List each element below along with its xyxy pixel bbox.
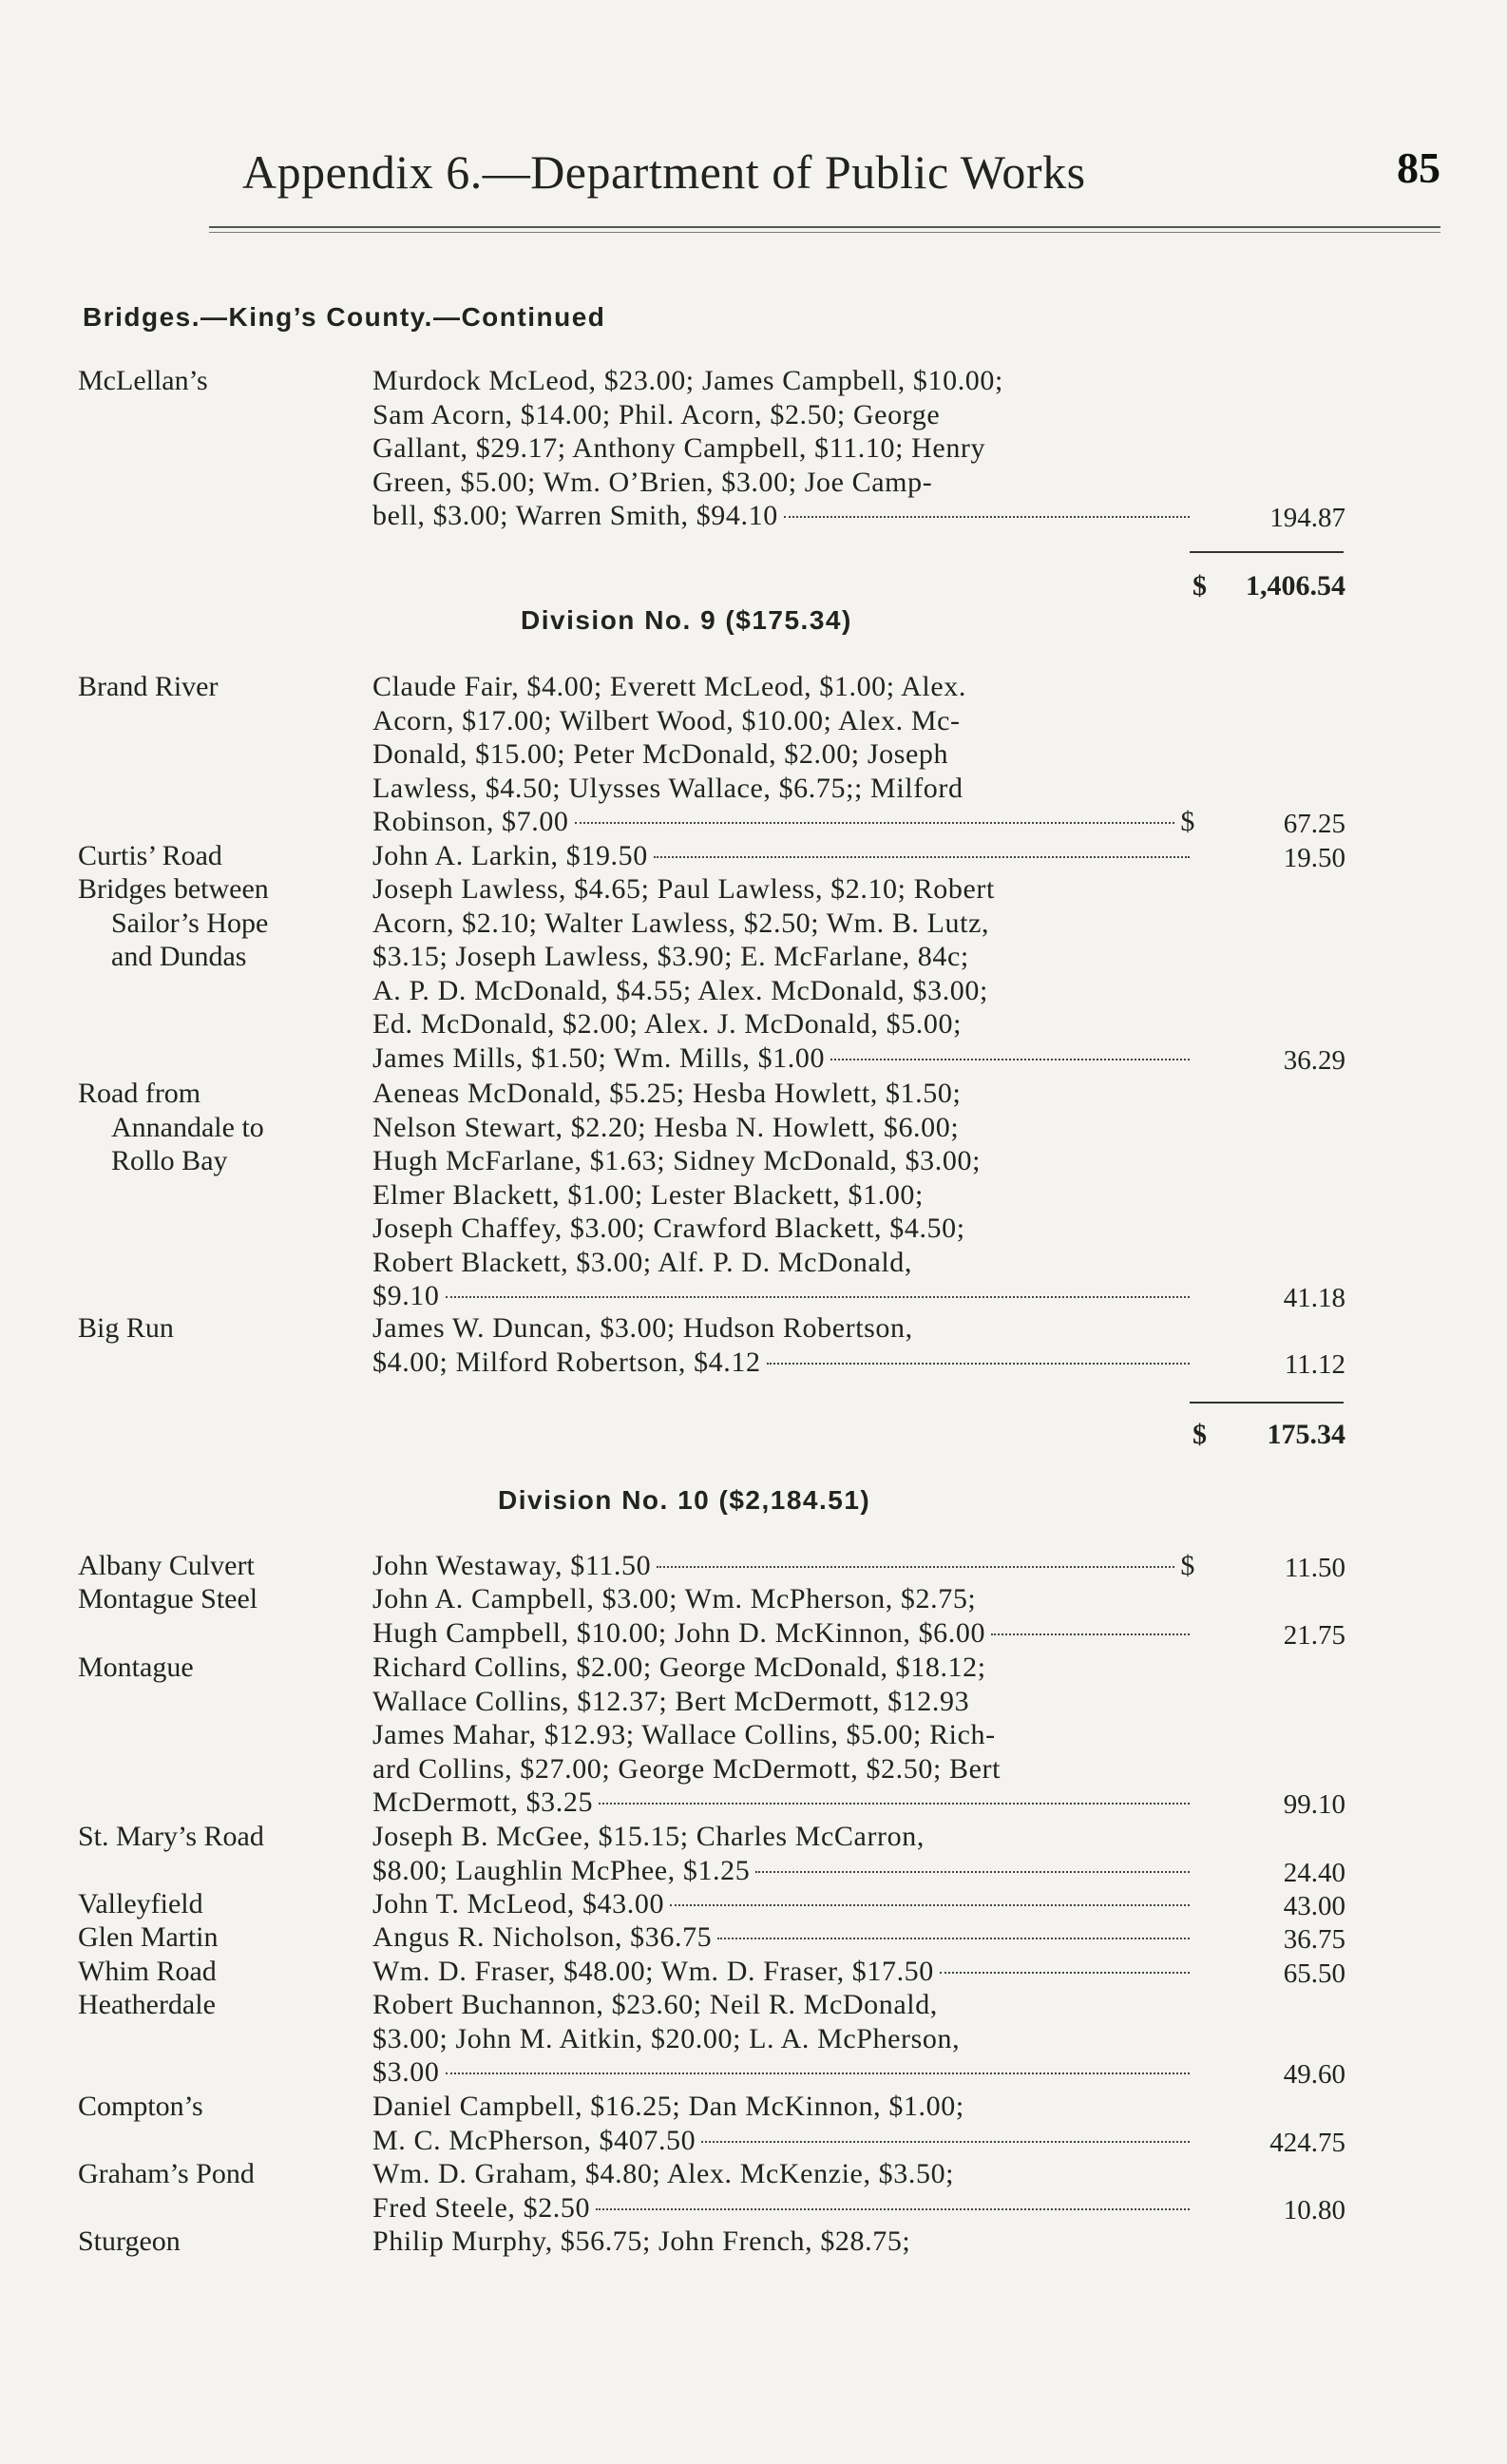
description-text: Murdock McLeod, $23.00; James Campbell, $10.00; <box>372 365 1003 396</box>
description-line <box>372 1920 1195 1955</box>
description-text: Wallace Collins, $12.37; Bert McDermott, $12.93 <box>372 1685 970 1717</box>
description-text: James Mahar, $12.93; Wallace Collins, $5.00; Rich- <box>372 1719 996 1750</box>
place-line: Heatherdale <box>78 1989 216 2020</box>
entry-amount: 194.87 <box>1269 503 1345 533</box>
description-text: John T. McLeod, $43.00 <box>372 1888 665 1920</box>
description-line <box>372 907 1195 941</box>
description-text: Acorn, $17.00; Wilbert Wood, $10.00; Alex. Mc- <box>372 704 961 736</box>
description-line <box>372 1144 1195 1178</box>
description-text: Joseph Lawless, $4.65; Paul Lawless, $2.10; Robert <box>372 873 995 905</box>
description-line <box>372 2090 1195 2124</box>
description-text: Ed. McDonald, $2.00; Alex. J. McDonald, $5.00; <box>372 1008 963 1040</box>
division-heading: Division No. 10 ($2,184.51) <box>498 1485 871 1515</box>
description-line <box>372 1111 1195 1145</box>
entry-description <box>372 1988 1195 2090</box>
leader-dots <box>755 1871 1190 1873</box>
entry-place <box>78 2090 363 2124</box>
entry-amount: 43.00 <box>1283 1891 1345 1921</box>
place-line: Montague <box>78 1652 194 1683</box>
entry-amount: 24.40 <box>1283 1857 1345 1888</box>
leader-dots <box>940 1972 1190 1974</box>
description-line <box>372 839 1195 873</box>
entry-description <box>372 1955 1195 1989</box>
description-line <box>372 1988 1195 2022</box>
leader-dots <box>654 856 1190 858</box>
entry-place <box>78 2157 363 2191</box>
entry-amount: 49.60 <box>1283 2059 1345 2090</box>
description-text: $3.00 <box>372 2056 440 2088</box>
description-text: Sam Acorn, $14.00; Phil. Acorn, $2.50; George <box>372 398 941 430</box>
leader-dots <box>767 1363 1190 1365</box>
description-line <box>372 1077 1195 1111</box>
description-line <box>372 364 1195 398</box>
description-text: John Westaway, $11.50 <box>372 1550 652 1581</box>
leader-dots <box>596 2208 1190 2210</box>
entry-place <box>78 1549 363 1583</box>
description-line <box>372 1718 1195 1752</box>
entry-description <box>372 1311 1195 1379</box>
description-text: Robert Blackett, $3.00; Alf. P. D. McDonald, <box>372 1246 913 1278</box>
description-text: Green, $5.00; Wm. O’Brien, $3.00; Joe Camp- <box>372 466 933 498</box>
description-text: John A. Larkin, $19.50 <box>372 840 648 871</box>
entry-amount: 36.75 <box>1283 1924 1345 1955</box>
leader-dots <box>830 1059 1190 1060</box>
description-line <box>372 704 1195 738</box>
entry-description <box>372 1887 1195 1921</box>
entry-description <box>372 2157 1195 2225</box>
description-line <box>372 1041 1195 1076</box>
description-text: A. P. D. McDonald, $4.55; Alex. McDonald, $3.00; <box>372 974 988 1006</box>
description-line <box>372 670 1195 704</box>
description-text: Daniel Campbell, $16.25; Dan McKinnon, $1.00; <box>372 2091 964 2122</box>
description-text: James Mills, $1.50; Wm. Mills, $1.00 <box>372 1041 826 1074</box>
entry-description <box>372 2225 1195 2259</box>
leader-dots <box>717 1938 1190 1939</box>
description-text: Elmer Blackett, $1.00; Lester Blackett, $1.00; <box>372 1178 924 1211</box>
description-line <box>372 1786 1195 1820</box>
entry-place <box>78 1311 363 1346</box>
description-line <box>372 1279 1195 1313</box>
description-line <box>372 2055 1195 2090</box>
entry-amount: 65.50 <box>1283 1958 1345 1989</box>
place-line: McLellan’s <box>78 365 208 396</box>
description-text: $3.00; John M. Aitkin, $20.00; L. A. McPherson, <box>372 2022 961 2054</box>
page-number: 85 <box>1397 143 1440 192</box>
place-line: Road from <box>78 1078 201 1109</box>
description-line <box>372 1212 1195 1246</box>
entry-description <box>372 872 1195 1075</box>
place-line: Compton’s <box>78 2091 203 2122</box>
description-line <box>372 1007 1195 1041</box>
entry-amount: 19.50 <box>1283 843 1345 873</box>
place-line: and Dundas <box>111 941 247 972</box>
description-line <box>372 940 1195 974</box>
entry-description <box>372 1920 1195 1955</box>
description-line <box>372 431 1195 466</box>
description-line <box>372 398 1195 432</box>
description-line <box>372 1246 1195 1280</box>
entry-place <box>78 670 363 704</box>
leader-dots <box>446 1296 1191 1298</box>
description-text: Joseph B. McGee, $15.15; Charles McCarron, <box>372 1821 925 1852</box>
description-line <box>372 1820 1195 1854</box>
leader-dots <box>670 1904 1190 1906</box>
leader-dots <box>991 1633 1190 1635</box>
description-text: Wm. D. Fraser, $48.00; Wm. D. Fraser, $17.50 <box>372 1956 934 1987</box>
place-line: Glen Martin <box>78 1921 219 1953</box>
description-line <box>372 1685 1195 1719</box>
entry-amount: 99.10 <box>1283 1789 1345 1820</box>
description-line <box>372 1651 1195 1685</box>
header-rule <box>209 226 1440 233</box>
description-line <box>372 466 1195 500</box>
description-line <box>372 1549 1195 1583</box>
entry-amount: 21.75 <box>1283 1619 1345 1651</box>
place-line: Sailor’s Hope <box>111 907 269 939</box>
entry-place <box>78 1077 363 1178</box>
description-line <box>372 1178 1195 1213</box>
description-text: McDermott, $3.25 <box>372 1786 594 1818</box>
page-header-row <box>143 133 1440 209</box>
dollar-sign: $ <box>1192 570 1207 602</box>
page-title: Appendix 6.—Department of Public Works <box>242 145 1086 199</box>
sum-rule <box>1190 551 1344 553</box>
description-text: Lawless, $4.50; Ulysses Wallace, $6.75;; Milford <box>372 772 963 804</box>
entry-place <box>78 364 363 398</box>
entry-description <box>372 2090 1195 2157</box>
entry-place <box>78 1651 363 1685</box>
description-line <box>372 2157 1195 2191</box>
dollar-sign: $ <box>1180 806 1195 837</box>
description-line <box>372 1887 1195 1921</box>
place-line: Montague Steel <box>78 1583 258 1614</box>
leader-dots <box>657 1566 1174 1568</box>
entry-description <box>372 1820 1195 1887</box>
place-line: Graham’s Pond <box>78 2158 255 2189</box>
entry-place <box>78 1955 363 1989</box>
entry-place <box>78 1887 363 1921</box>
description-text: $4.00; Milford Robertson, $4.12 <box>372 1346 761 1378</box>
entry-amount: 10.80 <box>1283 2194 1345 2225</box>
total-value: 1,406.54 <box>1246 570 1345 602</box>
description-text: M. C. McPherson, $407.50 <box>372 2124 696 2156</box>
entry-amount: 11.12 <box>1284 1348 1345 1380</box>
description-line <box>372 2191 1195 2225</box>
description-text: bell, $3.00; Warren Smith, $94.10 <box>372 500 778 531</box>
place-line: Curtis’ Road <box>78 840 222 871</box>
leader-dots <box>599 1803 1190 1805</box>
place-line: Valleyfield <box>78 1888 203 1920</box>
description-text: Richard Collins, $2.00; George McDonald, $18.12; <box>372 1652 986 1683</box>
description-line <box>372 1616 1195 1651</box>
description-text: Aeneas McDonald, $5.25; Hesba Howlett, $1.50; <box>372 1078 962 1109</box>
description-text: Fred Steele, $2.50 <box>372 2191 591 2224</box>
description-line <box>372 772 1195 806</box>
description-text: Wm. D. Graham, $4.80; Alex. McKenzie, $3.50; <box>372 2158 955 2189</box>
description-line <box>372 737 1195 772</box>
place-line: Bridges between <box>78 873 269 905</box>
place-line: Rollo Bay <box>111 1145 228 1176</box>
description-text: James W. Duncan, $3.00; Hudson Robertson, <box>372 1312 913 1344</box>
description-text: Hugh Campbell, $10.00; John D. McKinnon, $6.00 <box>372 1616 986 1649</box>
entry-description <box>372 839 1195 873</box>
entry-place <box>78 872 363 974</box>
description-line <box>372 974 1195 1008</box>
dollar-sign: $ <box>1192 1419 1207 1450</box>
description-line <box>372 1752 1195 1786</box>
description-text: Robert Buchannon, $23.60; Neil R. McDonald, <box>372 1989 938 2020</box>
entry-place <box>78 2225 363 2259</box>
description-text: Acorn, $2.10; Walter Lawless, $2.50; Wm. B. Lutz, <box>372 907 990 939</box>
place-line: Sturgeon <box>78 2225 181 2257</box>
entry-place <box>78 1820 363 1854</box>
place-line: Brand River <box>78 671 219 702</box>
description-text: $9.10 <box>372 1280 440 1311</box>
entry-description <box>372 1582 1195 1650</box>
description-text: John A. Campbell, $3.00; Wm. McPherson, $2.75; <box>372 1583 977 1614</box>
place-line: St. Mary’s Road <box>78 1821 264 1852</box>
entry-place <box>78 839 363 873</box>
place-line: Albany Culvert <box>78 1550 255 1581</box>
place-line: Whim Road <box>78 1956 217 1987</box>
description-text: Donald, $15.00; Peter McDonald, $2.00; Joseph <box>372 738 949 770</box>
section-heading: Bridges.—King’s County.—Continued <box>83 302 606 332</box>
division-heading: Division No. 9 ($175.34) <box>521 605 852 635</box>
description-text: Robinson, $7.00 <box>372 806 569 837</box>
entry-description <box>372 1549 1195 1583</box>
leader-dots <box>575 822 1175 824</box>
description-line <box>372 2124 1195 2158</box>
entry-amount: 41.18 <box>1283 1283 1345 1313</box>
description-text: Hugh McFarlane, $1.63; Sidney McDonald, $3.00; <box>372 1145 982 1176</box>
description-line <box>372 1955 1195 1989</box>
dollar-sign: $ <box>1180 1550 1195 1581</box>
description-text: Gallant, $29.17; Anthony Campbell, $11.10; Henry <box>372 432 986 464</box>
total-value: 175.34 <box>1267 1419 1345 1450</box>
description-text: Nelson Stewart, $2.20; Hesba N. Howlett, $6.00; <box>372 1111 960 1143</box>
description-line <box>372 872 1195 907</box>
entry-description <box>372 364 1195 533</box>
description-line <box>372 1854 1195 1888</box>
sum-rule <box>1190 1402 1344 1404</box>
entry-place <box>78 1582 363 1616</box>
entry-description <box>372 1077 1195 1313</box>
description-text: ard Collins, $27.00; George McDermott, $2.50; Bert <box>372 1752 1001 1785</box>
entry-place <box>78 1988 363 2022</box>
entry-amount: 36.29 <box>1283 1044 1345 1076</box>
leader-dots <box>784 516 1190 518</box>
description-text: Angus R. Nicholson, $36.75 <box>372 1921 713 1953</box>
description-text: Joseph Chaffey, $3.00; Crawford Blackett, $4.50; <box>372 1213 965 1244</box>
description-line <box>372 2022 1195 2056</box>
description-line <box>372 1346 1195 1380</box>
entry-amount: 67.25 <box>1283 809 1345 839</box>
description-line <box>372 805 1195 839</box>
place-line: Big Run <box>78 1312 174 1344</box>
description-text: $3.15; Joseph Lawless, $3.90; E. McFarlane, 84c; <box>372 941 969 972</box>
description-text: Philip Murphy, $56.75; John French, $28.75; <box>372 2225 911 2257</box>
description-text: Claude Fair, $4.00; Everett McLeod, $1.00; Alex. <box>372 671 966 702</box>
place-line: Annandale to <box>111 1111 264 1143</box>
description-line <box>372 1311 1195 1346</box>
leader-dots <box>701 2141 1190 2143</box>
description-text: $8.00; Laughlin McPhee, $1.25 <box>372 1854 751 1886</box>
entry-description <box>372 1651 1195 1820</box>
description-line <box>372 499 1195 533</box>
entry-description <box>372 670 1195 839</box>
entry-amount: 424.75 <box>1269 2127 1345 2158</box>
description-line <box>372 1582 1195 1616</box>
leader-dots <box>446 2072 1191 2074</box>
entry-place <box>78 1920 363 1955</box>
description-line <box>372 2225 1195 2259</box>
entry-amount: 11.50 <box>1284 1553 1345 1583</box>
